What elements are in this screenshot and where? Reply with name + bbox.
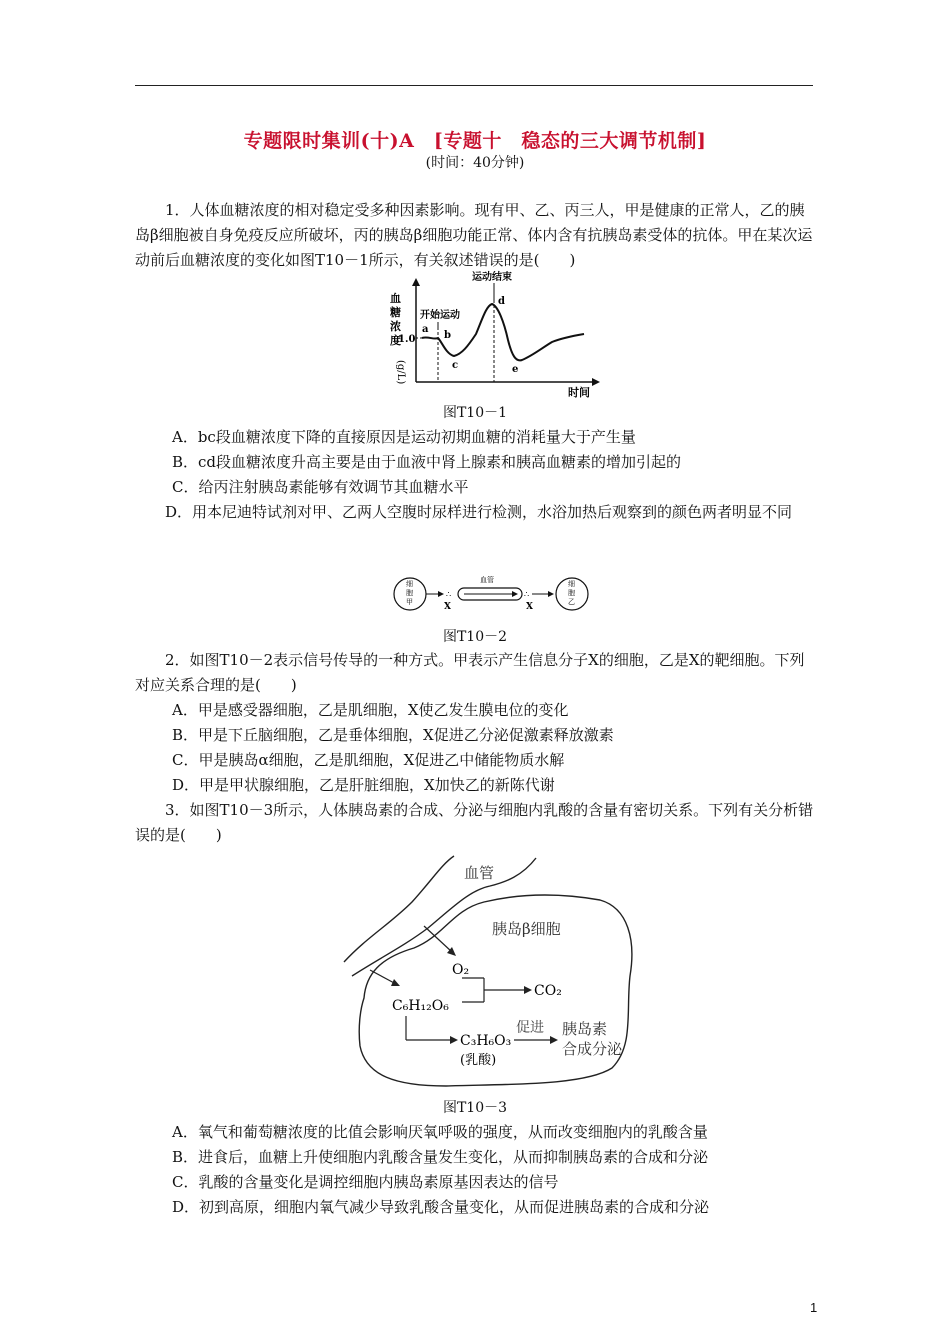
point-e-label: e: [512, 364, 519, 375]
o2-influx-arrow: [424, 926, 452, 952]
y-axis-label-char: 浓: [390, 320, 401, 333]
cell-yi-label: 细: [568, 580, 575, 588]
arrow-head: [524, 986, 532, 994]
q1-option-a: A．bc段血糖浓度下降的直接原因是运动初期血糖的消耗量大于产生量: [172, 428, 636, 446]
glucose-influx-arrow: [370, 970, 396, 984]
co2-label: CO₂: [534, 983, 562, 999]
cell-jia-label: 细: [406, 580, 413, 588]
q2-option-b: B．甲是下丘脑细胞，乙是垂体细胞，X促进乙分泌促激素释放激素: [172, 726, 614, 744]
start-exercise-label: 开始运动: [420, 310, 460, 321]
page-number: 1: [810, 1300, 818, 1315]
figure-caption-t10-2: 图T10－2: [442, 629, 508, 645]
q1-option-b: B．cd段血糖浓度升高主要是由于血液中肾上腺素和胰高血糖素的增加引起的: [172, 453, 682, 471]
q1-option-c: C．给丙注射胰岛素能够有效调节其血糖水平: [172, 478, 469, 496]
o2-label: O₂: [452, 962, 470, 978]
q2-option-d: D．甲是甲状腺细胞，乙是肝脏细胞，X加快乙的新陈代谢: [172, 776, 555, 794]
figure-caption-t10-3: 图T10－3: [442, 1100, 508, 1116]
vessel-label: 血管: [480, 576, 494, 584]
arrow-head: [438, 591, 444, 597]
figure-caption-t10-1: 图T10－1: [442, 405, 508, 421]
cell-jia-label: 甲: [406, 598, 413, 606]
end-exercise-label: 运动结束: [472, 272, 512, 283]
question-1-stem: 1．人体血糖浓度的相对稳定受多种因素影响。现有甲、乙、丙三人，甲是健康的正常人，乙的胰岛β细胞被自身免疫反应所破坏，丙的胰岛β细胞功能正常、体内含有抗胰岛素受体的抗体。甲在某次运动前后血糖浓度的变化如图T10－1所示，有关叙述错误的是( ): [135, 201, 813, 269]
q3-option-c: C．乳酸的含量变化是调控细胞内胰岛素原基因表达的信号: [172, 1173, 559, 1191]
q1-option-d: D．用本尼迪特试剂对甲、乙两人空腹时尿样进行检测，水浴加热后观察到的颜色两者明显不同: [165, 503, 793, 521]
figure-t10-3-islet-cell-diagram: [336, 850, 642, 1090]
signal-dots: ∴: [524, 590, 530, 599]
y-axis-unit: (g/L): [395, 360, 406, 385]
cell-yi-label: 乙: [568, 598, 575, 606]
arrow-head: [450, 1036, 458, 1044]
y-axis-arrow: [412, 278, 420, 286]
y-tick-label: 1.0: [398, 334, 416, 345]
point-b-label: b: [444, 330, 451, 341]
promote-label: 促进: [516, 1020, 544, 1036]
y-axis-label-char: 血: [390, 292, 401, 305]
signal-x-right: X: [526, 602, 533, 612]
vessel-wall-inner: [352, 858, 536, 976]
cell-jia-label: 胞: [406, 589, 413, 597]
x-axis-label: 时间: [568, 386, 590, 399]
header-rule: [135, 85, 813, 86]
arrow-head: [550, 1036, 558, 1044]
signal-x-left: X: [444, 602, 451, 612]
vessel-flow-arrow: [512, 591, 518, 597]
insulin-label: 胰岛素: [562, 1020, 608, 1038]
x-axis-arrow: [592, 378, 600, 386]
arrow-head: [548, 591, 554, 597]
figure-t10-2-signal-diagram: [392, 568, 592, 620]
point-d-label: d: [498, 296, 505, 307]
y-axis-label-char: 度: [390, 334, 401, 347]
q3-option-d: D．初到高原，细胞内氧气减少导致乳酸含量变化，从而促进胰岛素的合成和分泌: [172, 1198, 710, 1216]
y-axis-label-char: 糖: [390, 306, 401, 319]
synthesis-secretion-label: 合成分泌: [562, 1040, 623, 1058]
question-2-stem: 2．如图T10－2表示信号传导的一种方式。甲表示产生信息分子X的细胞，乙是X的靶细胞。下列对应关系合理的是( ): [135, 651, 805, 694]
q3-option-a: A．氧气和葡萄糖浓度的比值会影响厌氧呼吸的强度，从而改变细胞内的乳酸含量: [172, 1123, 708, 1141]
cell-label: 胰岛β细胞: [492, 920, 561, 938]
vessel-wall-outer: [344, 856, 454, 962]
lactate-name: (乳酸): [460, 1053, 497, 1068]
q2-option-a: A．甲是感受器细胞，乙是肌细胞，X使乙发生膜电位的变化: [172, 701, 569, 719]
q3-option-b: B．进食后，血糖上升使细胞内乳酸含量发生变化，从而抑制胰岛素的合成和分泌: [172, 1148, 709, 1166]
signal-dots: ∴: [446, 590, 452, 599]
point-c-label: c: [452, 360, 459, 371]
cell-yi-label: 胞: [568, 589, 575, 597]
q2-option-c: C．甲是胰岛α细胞，乙是肌细胞，X促进乙中储能物质水解: [172, 751, 565, 769]
page-title: 专题限时集训(十)A [专题十 稳态的三大调节机制]: [243, 130, 707, 152]
glucose-label: C₆H₁₂O₆: [392, 998, 449, 1014]
vessel-label: 血管: [464, 864, 495, 882]
question-3-stem: 3．如图T10－3所示，人体胰岛素的合成、分泌与细胞内乳酸的含量有密切关系。下列有关分析错误的是( ): [135, 801, 814, 844]
time-limit: (时间：40分钟): [425, 155, 525, 171]
point-a-label: a: [422, 324, 429, 335]
figure-t10-1-blood-glucose-chart: [376, 270, 608, 402]
lactate-formula: C₃H₆O₃: [460, 1033, 512, 1049]
